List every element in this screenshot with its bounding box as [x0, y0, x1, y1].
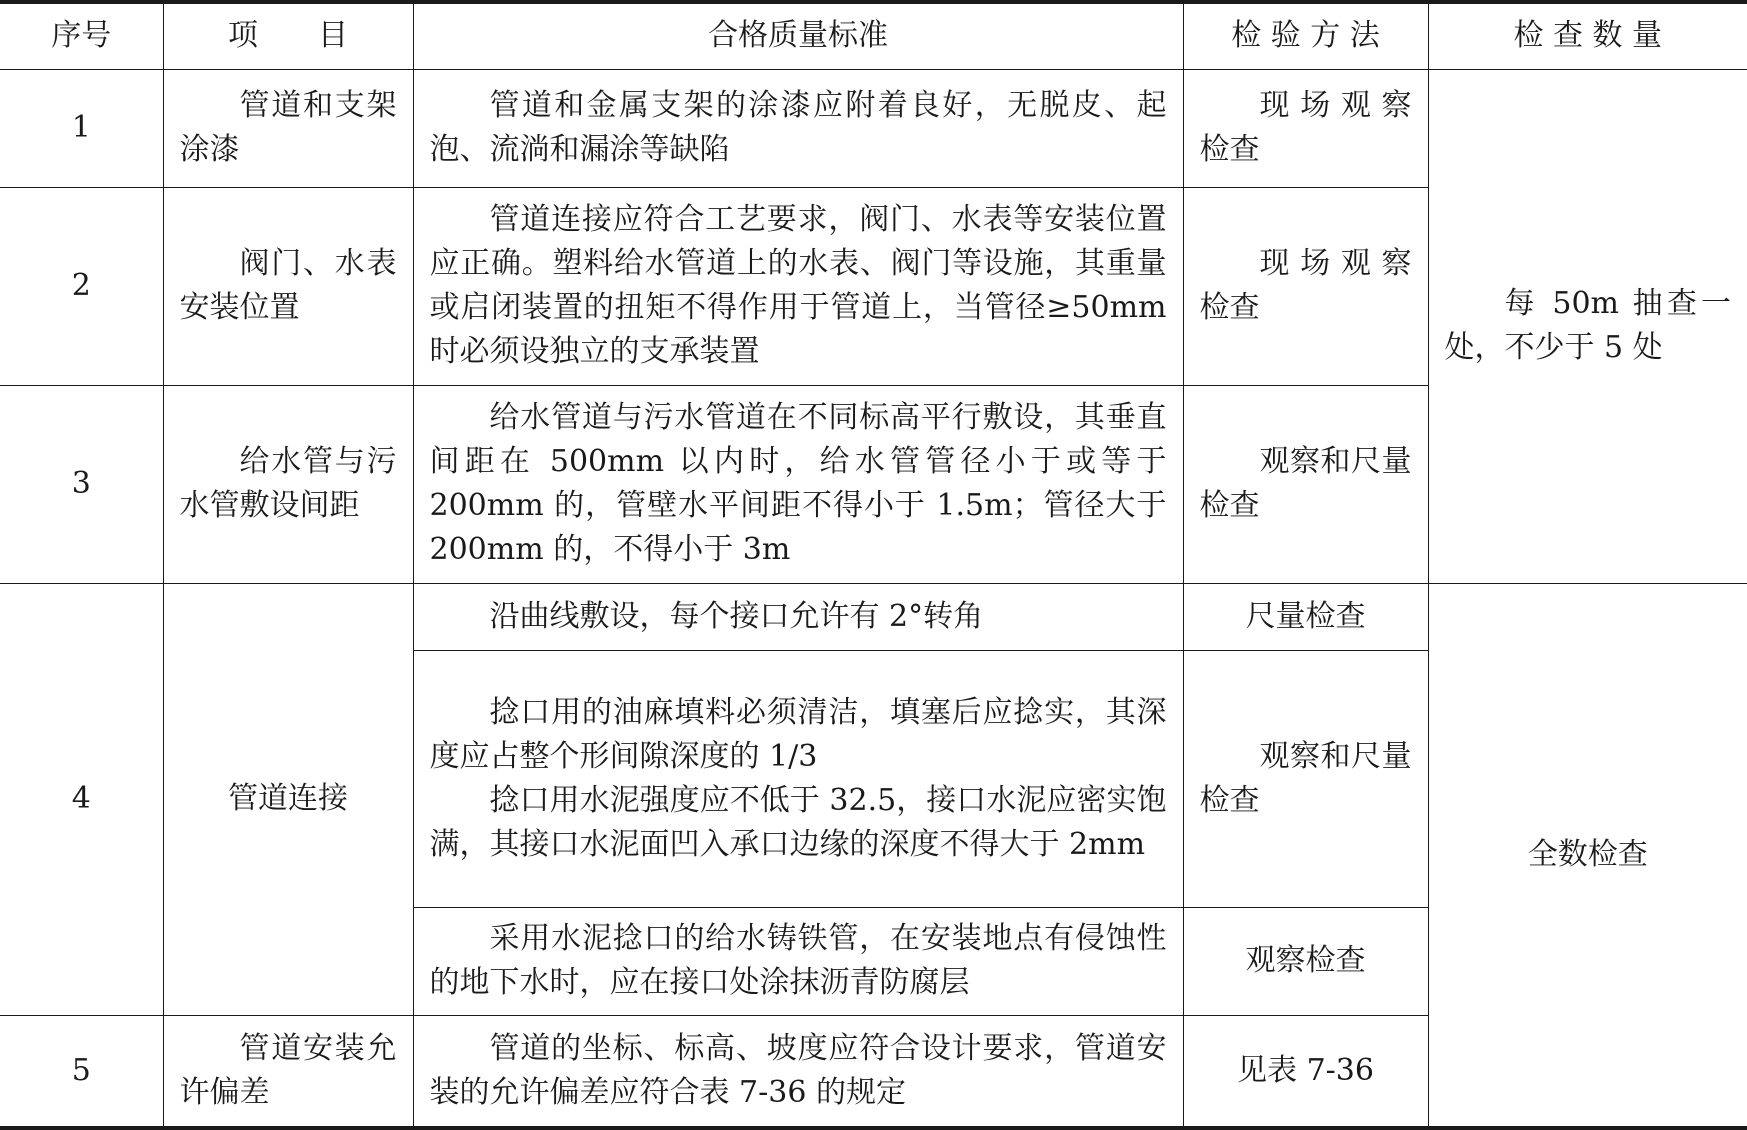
row-method: 现 场 观 察 检查	[1183, 187, 1428, 385]
row-standard: 采用水泥捻口的给水铸铁管，在安装地点有侵蚀性的地下水时，应在接口处涂抹沥青防腐层	[413, 907, 1183, 1015]
table-row	[0, 69, 1747, 187]
row-standard: 管道的坐标、标高、坡度应符合设计要求，管道安装的允许偏差应符合表 7-36 的规定	[413, 1015, 1183, 1126]
row-standard: 管道连接应符合工艺要求，阀门、水表等安装位置应正确。塑料给水管道上的水表、阀门等设施，其重量或启闭装置的扭矩不得作用于管道上，当管径≥50mm 时必须设独立的支承装置	[413, 187, 1183, 385]
header-quantity: 检 查 数 量	[1428, 4, 1747, 69]
row-method: 观察和尺量检查	[1183, 385, 1428, 583]
row-item: 管道安装允许偏差	[163, 1015, 413, 1126]
row-method: 见表 7-36	[1183, 1015, 1428, 1126]
row-standard: 给水管道与污水管道在不同标高平行敷设，其垂直间距在 500mm 以内时，给水管管径小于或等于 200mm 的，管壁水平间距不得小于 1.5m；管径大于 200mm 的，不得小于 3m	[413, 385, 1183, 583]
row-no: 3	[0, 385, 163, 583]
row-no: 5	[0, 1015, 163, 1126]
row-method: 观察检查	[1183, 907, 1428, 1015]
table-row	[0, 583, 1747, 650]
row-method: 现 场 观 察 检查	[1183, 69, 1428, 187]
header-item: 项 目	[163, 4, 413, 69]
inspection-table	[0, 4, 1747, 1127]
quantity-sampling: 每 50m 抽查一处，不少于 5 处	[1428, 69, 1747, 583]
row-no: 2	[0, 187, 163, 385]
header-no: 序号	[0, 4, 163, 69]
row-standard: 沿曲线敷设，每个接口允许有 2°转角	[413, 583, 1183, 650]
header-standard: 合格质量标准	[413, 4, 1183, 69]
row-method: 尺量检查	[1183, 583, 1428, 650]
row-method: 观察和尺量检查	[1183, 650, 1428, 907]
row-item: 阀门、水表安装位置	[163, 187, 413, 385]
standard-paragraph: 捻口用水泥强度应不低于 32.5，接口水泥应密实饱满，其接口水泥面凹入承口边缘的深度不得大于 2mm	[429, 782, 1167, 862]
row-item: 管道和支架涂漆	[163, 69, 413, 187]
row-item: 给水管与污水管敷设间距	[163, 385, 413, 583]
header-row	[0, 4, 1747, 69]
standard-paragraph: 捻口用的油麻填料必须清洁，填塞后应捻实，其深度应占整个形间隙深度的 1/3	[429, 694, 1167, 774]
header-method: 检 验 方 法	[1183, 4, 1428, 69]
row-standard: 管道和金属支架的涂漆应附着良好，无脱皮、起泡、流淌和漏涂等缺陷	[413, 69, 1183, 187]
row-item: 管道连接	[163, 583, 413, 1015]
row-no: 1	[0, 69, 163, 187]
row-no: 4	[0, 583, 163, 1015]
row-standard	[413, 650, 1183, 907]
quantity-full: 全数检查	[1428, 583, 1747, 1126]
